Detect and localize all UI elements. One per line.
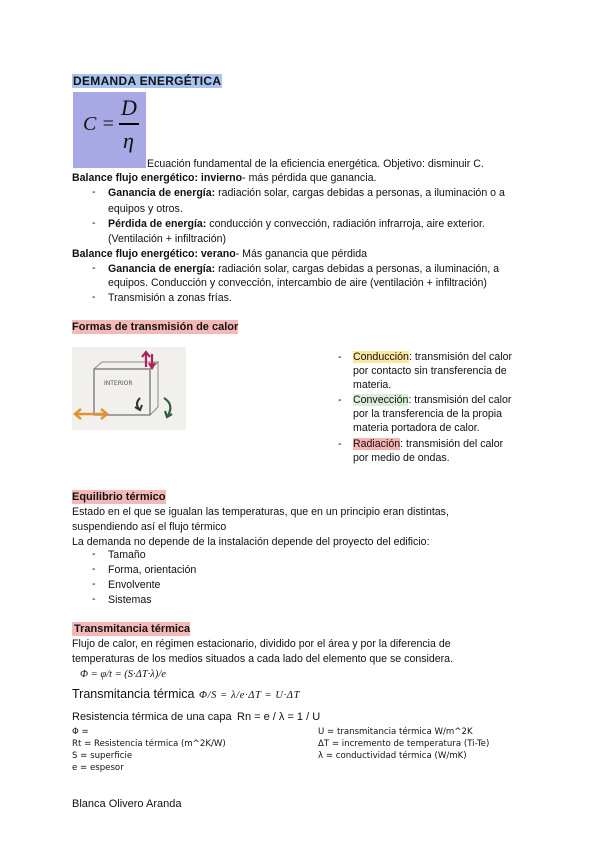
list-item: Sistemas [108, 594, 152, 606]
sketch-label: INTERIOR [104, 380, 133, 387]
list-item: Tamaño [108, 549, 146, 561]
legend-item: S = superficie [72, 751, 133, 761]
transmittance-label: Transmitancia térmica [72, 687, 195, 701]
formula-image [73, 92, 146, 168]
fraction-bar [119, 123, 139, 125]
summer-heading: Balance flujo energético: verano- Más ganancia que pérdida [72, 248, 368, 260]
legend-item: ΔT = incremento de temperatura (Ti-Te) [318, 739, 490, 749]
legend-item: λ = conductividad térmica (W/mK) [318, 751, 467, 761]
legend-item: Φ = [72, 727, 89, 737]
equation-transmittance: Φ/S = λ/e·ΔT = U·ΔT [199, 690, 301, 701]
paragraph-line: La demanda no depende de la instalación depende del proyecto del edificio: [72, 536, 430, 548]
list-item-cont: equipos y otros. [108, 203, 183, 215]
list-item-radiation: Radiación: transmisión del calor [353, 438, 504, 450]
formula-lhs: C = [83, 113, 115, 135]
list-item: Ganancia de energía: radiación solar, cargas debidas a personas, a iluminación o a [108, 187, 505, 199]
list-item-cont: por medio de ondas. [353, 452, 450, 464]
list-item-cont: materia portadora de calor. [353, 422, 480, 434]
page-title: DEMANDA ENERGÉTICA [73, 74, 222, 88]
paragraph-line: temperaturas de los medios situados a cada lado del elemento que se considera. [72, 653, 454, 665]
list-item-cont: por contacto sin transferencia de [353, 365, 507, 377]
legend-item: U = transmitancia térmica W/m^2K [318, 727, 473, 737]
list-item: Forma, orientación [108, 564, 197, 576]
list-item-cont: equipos. Conducción y convección, intercambio de aire (ventilación + infiltración) [108, 277, 487, 289]
formula-numerator: D [121, 95, 137, 120]
section-heading-transmission: Formas de transmisión de calor [72, 321, 239, 333]
list-item: Envolvente [108, 579, 161, 591]
equation-resistance: Rn = e / λ = 1 / U [237, 711, 321, 723]
section-heading-equilibrium: Equilibrio térmico [72, 491, 166, 503]
equation-flux: Φ = φ/t = (S·ΔT·λ)/e [80, 669, 166, 680]
legend-item: Rt = Resistencia térmica (m^2K/W) [72, 739, 226, 749]
paragraph-line: Flujo de calor, en régimen estacionario, dividido por el área y por la diferencia de [72, 638, 451, 650]
resistance-label: Resistencia térmica de una capa [72, 711, 232, 723]
list-item: Transmisión a zonas frías. [108, 292, 232, 304]
paragraph-line: Estado en el que se igualan las temperaturas, que en un principio eran distintas, [72, 506, 449, 518]
list-item-convection: Convección: transmisión del calor [353, 394, 512, 406]
legend-item: e = espesor [72, 763, 124, 773]
formula-denominator: η [123, 128, 134, 153]
list-item: Pérdida de energía: conducción y convección, radiación infrarroja, aire exterior. [108, 218, 485, 230]
formula-caption: Ecuación fundamental de la eficiencia energética. Objetivo: disminuir C. [147, 158, 484, 170]
list-item-cont: materia. [353, 379, 392, 391]
paragraph-line: suspendiendo así el flujo térmico [72, 521, 227, 533]
list-item: Ganancia de energía: radiación solar, cargas debidas a personas, a iluminación, a [108, 263, 499, 275]
heat-transmission-sketch [72, 347, 186, 430]
list-item-cont: (Ventilación + infiltración) [108, 233, 227, 245]
section-heading-transmittance: Transmitancia térmica [74, 623, 191, 635]
list-item-conduction: Conducción: transmisión del calor [353, 351, 512, 363]
author: Blanca Olivero Aranda [72, 798, 182, 810]
winter-heading: Balance flujo energético: invierno- más pérdida que ganancia. [72, 172, 377, 184]
list-item-cont: por la transferencia de la propia [353, 408, 502, 420]
